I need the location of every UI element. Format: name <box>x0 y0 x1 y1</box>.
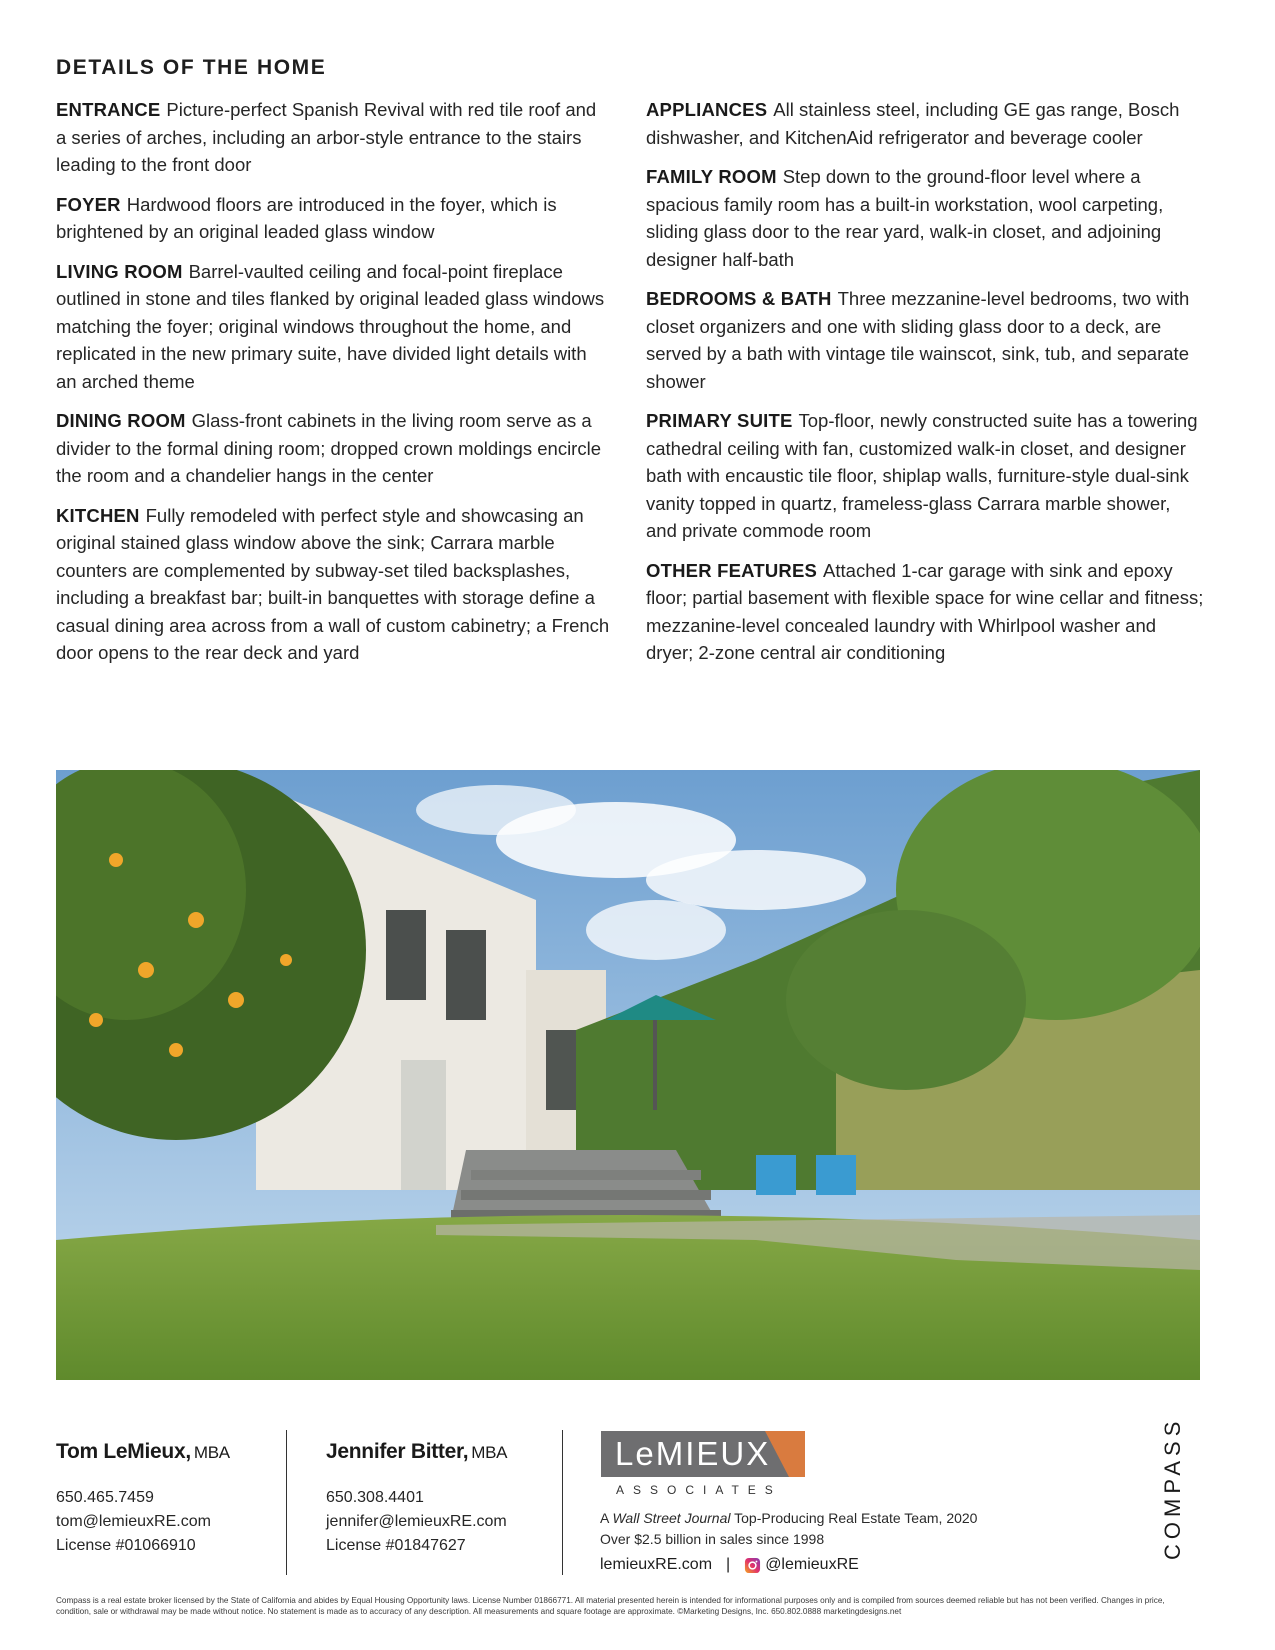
agent-card-jennifer <box>326 1440 507 1558</box>
agent-license: License #01066910 <box>56 1537 196 1554</box>
agent-name <box>56 1440 230 1464</box>
agent-credential: MBA <box>193 1443 230 1462</box>
tagline-publication: Wall Street Journal <box>612 1510 731 1526</box>
logo-text: LeMIEUX <box>615 1435 771 1472</box>
agent-email[interactable]: tom@lemieuxRE.com <box>56 1513 211 1530</box>
detail-label: KITCHEN <box>56 504 140 526</box>
detail-bedrooms-bath <box>646 285 1206 395</box>
section-heading: DETAILS OF THE HOME <box>56 56 327 79</box>
detail-label: FOYER <box>56 193 121 215</box>
detail-label: DINING ROOM <box>56 410 186 431</box>
agent-phone[interactable]: 650.308.4401 <box>326 1489 424 1506</box>
tagline-prefix: A <box>600 1510 609 1526</box>
detail-dining-room <box>56 407 611 490</box>
detail-text: All stainless steel, including GE gas range, Bosch dishwasher, and KitchenAid refrigerator and beverage cooler <box>646 99 1180 148</box>
agent-card-tom <box>56 1440 230 1558</box>
contact-links <box>600 1556 859 1574</box>
legal-disclaimer: Compass is a real estate broker licensed by the State of California and abides by Equal Housing Opportunity laws. License Number 01866771. All material presented herein is intended for informational purposes only and is compiled from sources deemed reliable but has not been verified. Changes in price, condition, sale or withdrawal may be made without notice. No statement is made as to accuracy of any description. All measurements and square footage are approximate. ©Marketing Designs, Inc. 650.802.0888 marketingdesigns.net <box>56 1596 1165 1616</box>
instagram-icon[interactable] <box>744 1557 761 1574</box>
vertical-divider <box>286 1430 287 1575</box>
detail-label: PRIMARY SUITE <box>646 410 793 431</box>
agent-phone[interactable]: 650.465.7459 <box>56 1489 154 1506</box>
detail-label: APPLIANCES <box>646 99 768 120</box>
detail-text: Three mezzanine-level bedrooms, two with closet organizers and one with sliding glass door to a deck, are served by a bath with vintage tile wainscot, sink, tub, and separate shower <box>646 288 1190 392</box>
agent-credential: MBA <box>471 1443 508 1462</box>
detail-text: Step down to the ground-floor level where a spacious family room has a built-in workstation, wool carpeting, sliding glass door to the rear yard, walk-in closet, and adjoining designer half-bath <box>646 166 1164 270</box>
detail-text: Barrel-vaulted ceiling and focal-point fireplace outlined in stone and tiles flanked by original leaded glass windows matching the foyer; original windows throughout the home, and replicated in the new primary suite, have divided light details with an arched theme <box>56 260 605 392</box>
detail-label: ENTRANCE <box>56 99 161 120</box>
detail-living-room <box>56 258 611 396</box>
lemieux-logo <box>601 1431 805 1477</box>
agent-name <box>326 1440 507 1464</box>
detail-label: OTHER FEATURES <box>646 559 818 581</box>
detail-text: Attached 1-car garage with sink and epoxy floor; partial basement with flexible space for wine cellar and fitness; mezzanine-level concealed laundry with Whirlpool washer and dryer; 2-zone central air conditioning <box>646 559 1204 663</box>
vertical-divider <box>562 1430 563 1575</box>
brand-tagline <box>600 1508 977 1550</box>
tagline-suffix: Top-Producing Real Estate Team, 2020 <box>734 1510 978 1526</box>
logo-subtitle: ASSOCIATES <box>616 1483 782 1497</box>
link-separator: | <box>726 1556 731 1573</box>
backyard-illustration <box>56 770 1200 1380</box>
detail-primary-suite <box>646 407 1206 545</box>
tagline-sales: Over $2.5 billion in sales since 1998 <box>600 1531 825 1547</box>
detail-appliances <box>646 96 1206 151</box>
detail-text: Picture-perfect Spanish Revival with red tile roof and a series of arches, including an arbor-style entrance to the stairs leading to the front door <box>56 99 597 175</box>
detail-entrance <box>56 96 611 179</box>
instagram-handle[interactable]: @lemieuxRE <box>765 1556 859 1573</box>
agent-email[interactable]: jennifer@lemieuxRE.com <box>326 1513 507 1530</box>
detail-foyer <box>56 191 611 246</box>
detail-kitchen <box>56 502 611 667</box>
detail-label: BEDROOMS & BATH <box>646 288 832 309</box>
logo-accent-icon <box>765 1431 805 1477</box>
details-right-column <box>646 96 1206 679</box>
detail-label: LIVING ROOM <box>56 260 183 282</box>
agent-name-text: Jennifer Bitter, <box>326 1440 469 1463</box>
detail-text: Hardwood floors are introduced in the foyer, which is brightened by an original leaded glass window <box>56 193 557 242</box>
agent-license: License #01847627 <box>326 1537 466 1554</box>
detail-other-features <box>646 557 1206 667</box>
detail-text: Top-floor, newly constructed suite has a towering cathedral ceiling with fan, customized walk-in closet, and designer bath with encaustic tile floor, shiplap walls, furniture-style dual-sink vanity topped in quartz, frameless-glass Carrara marble shower, and private commode room <box>646 410 1198 541</box>
agent-name-text: Tom LeMieux, <box>56 1440 191 1463</box>
compass-logo: COMPASS <box>1160 1416 1185 1560</box>
website-link[interactable]: lemieuxRE.com <box>600 1556 713 1573</box>
detail-label: FAMILY ROOM <box>646 166 777 187</box>
detail-text: Glass-front cabinets in the living room serve as a divider to the formal dining room; dropped crown moldings encircle the room and a chandelier hangs in the center <box>56 410 601 486</box>
detail-family-room <box>646 163 1206 273</box>
backyard-photo <box>56 770 1200 1380</box>
details-left-column <box>56 96 611 679</box>
detail-text: Fully remodeled with perfect style and showcasing an original stained glass window above the sink; Carrara marble counters are complemented by subway-set tiled backsplashes, including a breakfast bar; built-in banquettes with storage define a casual dining area across from a wall of custom cabinetry; a French door opens to the rear deck and yard <box>56 504 610 663</box>
